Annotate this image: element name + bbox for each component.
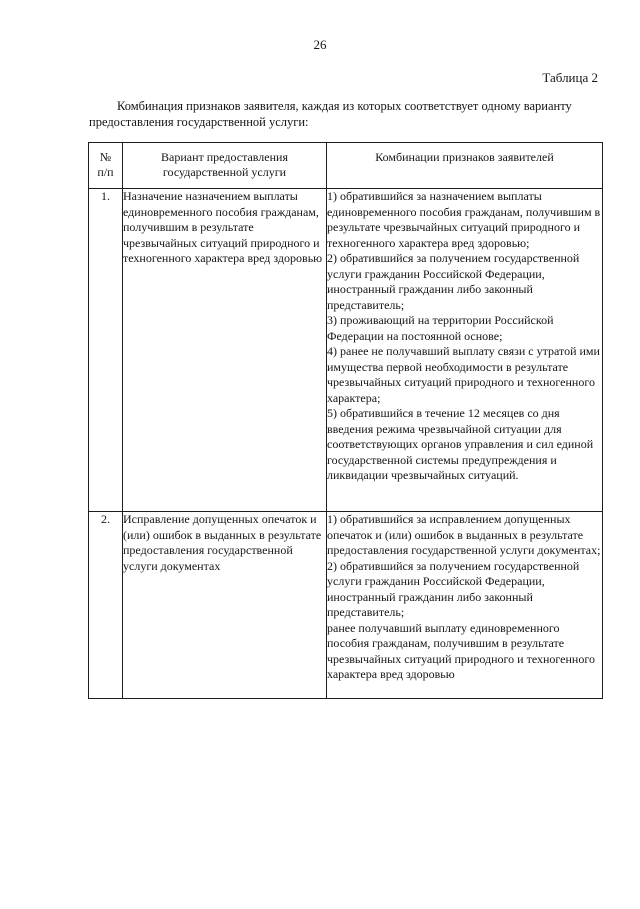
combination-item: 1) обратившийся за исправлением допущенных опечаток и (или) ошибок в выданных в результате предоставления государственной услуги документах; xyxy=(327,512,601,557)
combination-item: ранее получавший выплату единовременного пособия гражданам, получившим в результате чрезвычайных ситуаций природного и техногенного характера вред здоровью xyxy=(327,620,595,681)
combination-item: 2) обратившийся за получением государственной услуги гражданин Российской Федерации, иностранный гражданин либо законный представитель; xyxy=(327,558,580,619)
table-caption xyxy=(89,98,609,130)
table-row xyxy=(89,512,603,699)
row-number: 1. xyxy=(89,189,123,512)
header-variant-line-2: государственной услуги xyxy=(162,165,287,179)
header-variant-line-1: Вариант предоставления xyxy=(161,150,288,164)
row-variant: Назначение назначением выплаты единовременного пособия гражданам, получившим в результате чрезвычайных ситуаций природного и техногенного характера вред здоровью xyxy=(123,189,327,512)
caption-line-2: предоставления государственной услуги: xyxy=(89,115,309,129)
header-number-line-2: п/п xyxy=(97,165,114,179)
header-combinations-label: Комбинации признаков заявителей xyxy=(375,150,554,164)
header-combinations xyxy=(327,143,603,189)
combination-item: 4) ранее не получавший выплату связи с утратой ими имущества первой необходимости в результате чрезвычайных ситуаций природного и техногенного характера; xyxy=(327,344,600,405)
header-number xyxy=(89,143,123,189)
row-combinations xyxy=(327,512,603,699)
table-row xyxy=(89,189,603,512)
header-number-line-1: № xyxy=(99,150,112,164)
combination-item: 3) проживающий на территории Российской Федерации на постоянной основе; xyxy=(327,313,554,343)
combination-item: 2) обратившийся за получением государственной услуги гражданин Российской Федерации, иностранный гражданин либо законный представитель; xyxy=(327,251,580,312)
caption-line-1: Комбинация признаков заявителя, каждая из которых соответствует одному варианту xyxy=(117,99,572,113)
page-number: 26 xyxy=(313,37,327,52)
header-variant xyxy=(123,143,327,189)
row-variant: Исправление допущенных опечаток и (или) ошибок в выданных в результате предоставления государственной услуги документах xyxy=(123,512,327,699)
combination-item: 1) обратившийся за назначением выплаты единовременного пособия гражданам, получившим в результате чрезвычайных ситуаций природного и техногенного характера вред здоровью; xyxy=(327,189,601,250)
variants-table xyxy=(88,142,603,699)
row-combinations xyxy=(327,189,603,512)
row-number: 2. xyxy=(89,512,123,699)
table-header-row xyxy=(89,143,603,189)
table-label: Таблица 2 xyxy=(542,70,598,85)
combination-item: 5) обратившийся в течение 12 месяцев со дня введения режима чрезвычайной ситуации для соответствующих органов управления и сил единой государственной системы предупреждения и ликвидации чрезвычайных ситуаций. xyxy=(327,406,594,482)
